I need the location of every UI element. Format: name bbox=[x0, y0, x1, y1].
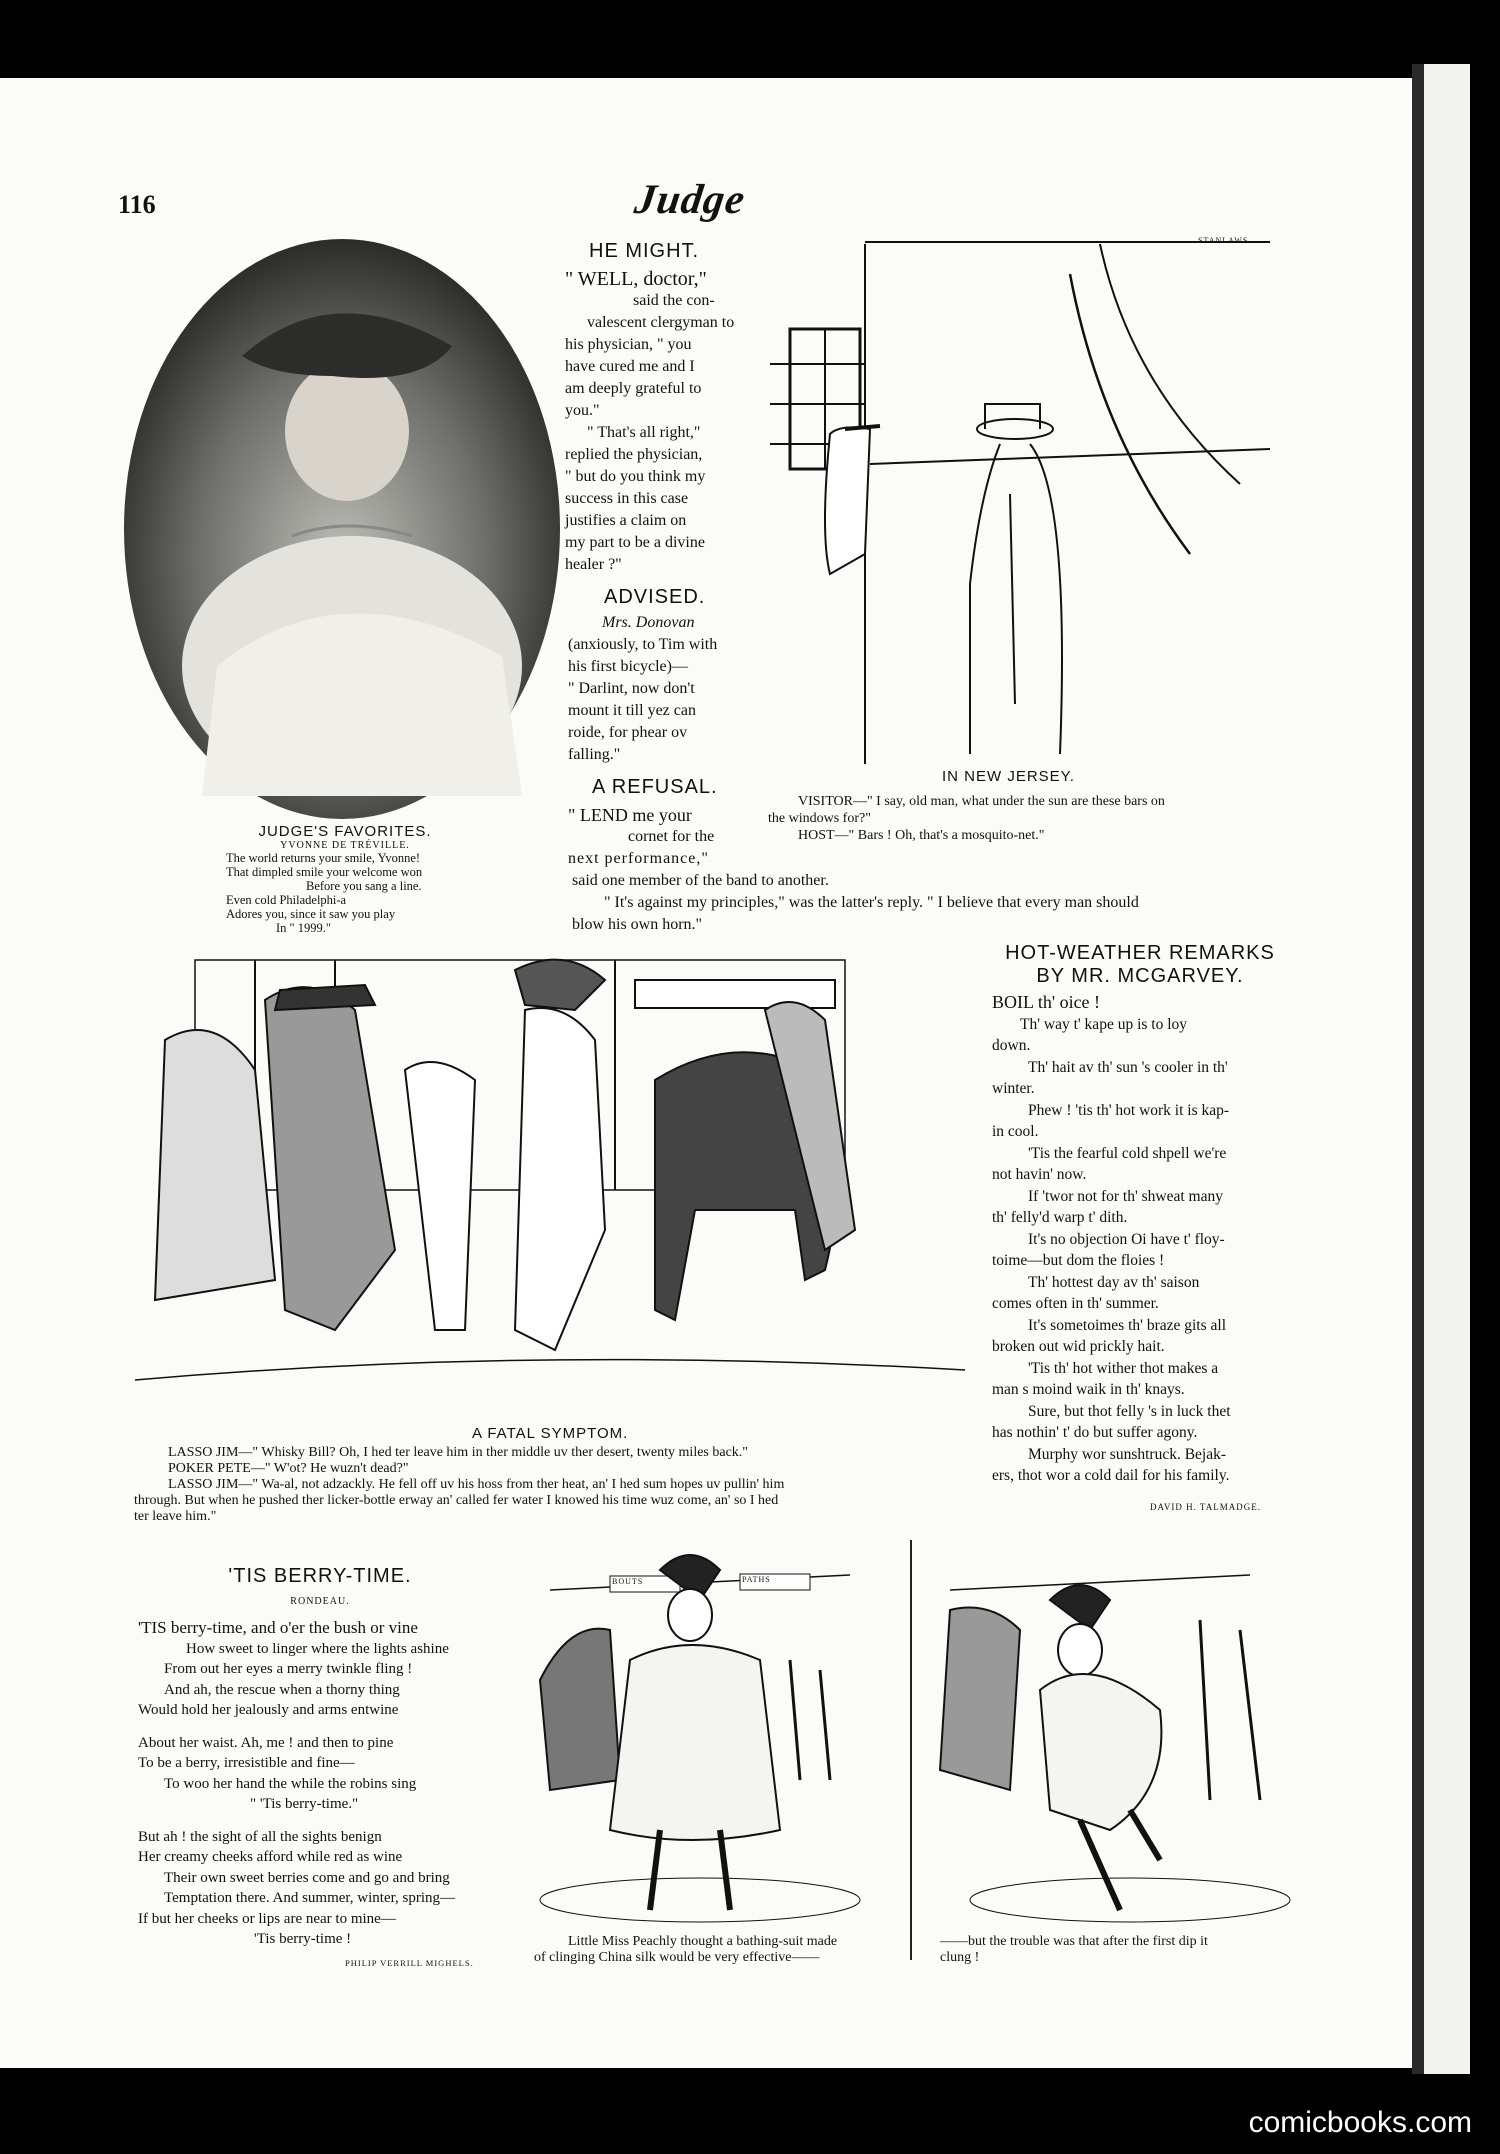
text-line: cornet for the bbox=[628, 828, 715, 845]
poem-line: To woo her hand the while the robins sing bbox=[164, 1775, 417, 1792]
title-line: HOT-WEATHER REMARKS bbox=[1005, 942, 1275, 964]
text-line: Th' hait av th' sun 's cooler in th' bbox=[1028, 1058, 1228, 1076]
site-watermark: comicbooks.com bbox=[1248, 2106, 1472, 2139]
text-line: " but do you think my bbox=[565, 468, 706, 485]
text-line: have cured me and I bbox=[565, 358, 695, 375]
berry-author: PHILIP VERRILL MIGHELS. bbox=[345, 1958, 474, 1968]
text-line: mount it till yez can bbox=[568, 702, 696, 719]
text-line: Mrs. Donovan bbox=[602, 614, 695, 631]
text-line: you." bbox=[565, 402, 600, 419]
text-line: " LEND me your bbox=[568, 805, 692, 825]
verse-line: The world returns your smile, Yvonne! bbox=[226, 851, 421, 865]
verse-line: Even cold Philadelphi-a bbox=[226, 893, 347, 907]
caption-line: HOST—" Bars ! Oh, that's a mosquito-net." bbox=[798, 828, 1045, 843]
text-line: Sure, but thot felly 's in luck thet bbox=[1028, 1402, 1231, 1420]
poem-line: And ah, the rescue when a thorny thing bbox=[164, 1681, 400, 1698]
text-line: falling." bbox=[568, 746, 621, 763]
peachly-caption-left bbox=[534, 1934, 914, 1966]
text-line: " WELL, doctor," bbox=[565, 268, 707, 290]
berry-poem bbox=[138, 1618, 518, 1950]
berry-form: RONDEAU. bbox=[290, 1596, 350, 1607]
text-line: ers, thot wor a cold dail for his family. bbox=[992, 1467, 1230, 1484]
fatal-symptom-illustration bbox=[135, 950, 985, 1420]
text-line: has nothin' t' do but suffer agony. bbox=[992, 1424, 1198, 1441]
peachly-caption-right bbox=[940, 1934, 1310, 1966]
caption-line: Little Miss Peachly thought a bathing-suit made bbox=[568, 1934, 838, 1949]
text-line: " That's all right," bbox=[587, 424, 701, 441]
poem-line: " 'Tis berry-time." bbox=[250, 1796, 359, 1812]
text-line: man s moind waik in th' knays. bbox=[992, 1381, 1185, 1398]
text-line: It's sometoimes th' braze gits all bbox=[1028, 1316, 1227, 1334]
text-line: Th' way t' kape up is to loy bbox=[1020, 1015, 1188, 1033]
text-line: success in this case bbox=[565, 490, 689, 507]
text-line: his physician, " you bbox=[565, 336, 692, 353]
poem-line: Temptation there. And summer, winter, spring— bbox=[164, 1890, 456, 1906]
advised-title: ADVISED. bbox=[604, 586, 706, 608]
illustrator-signature: STANLAWS. bbox=[1198, 236, 1252, 245]
poem-line: About her waist. Ah, me ! and then to pine bbox=[138, 1734, 394, 1751]
text-line: in cool. bbox=[992, 1123, 1039, 1140]
refusal-text bbox=[568, 804, 1288, 936]
text-line: my part to be a divine bbox=[565, 534, 705, 551]
masthead-logo: Judge bbox=[631, 177, 749, 223]
berry-title: 'TIS BERRY-TIME. bbox=[228, 1565, 412, 1587]
mcgarvey-text bbox=[992, 992, 1292, 1487]
mcgarvey-author: DAVID H. TALMADGE. bbox=[1150, 1502, 1261, 1512]
favorites-name: YVONNE DE TRÉVILLE. bbox=[280, 840, 410, 851]
text-line: winter. bbox=[992, 1080, 1035, 1097]
text-line: said one member of the band to another. bbox=[572, 872, 829, 889]
advised-text bbox=[568, 612, 750, 766]
fatal-symptom-title: A FATAL SYMPTOM. bbox=[472, 1425, 629, 1442]
poem-line: Their own sweet berries come and go and bring bbox=[164, 1869, 450, 1886]
poem-line: From out her eyes a merry twinkle fling ! bbox=[164, 1661, 413, 1677]
text-line: (anxiously, to Tim with bbox=[568, 636, 718, 653]
text-line: healer ?" bbox=[565, 556, 622, 573]
sign-text: PATHS bbox=[742, 1575, 771, 1584]
poem-line: Her creamy cheeks afford while red as wine bbox=[138, 1849, 403, 1865]
caption-line: of clinging China silk would be very effective—— bbox=[534, 1950, 820, 1965]
poem-line: How sweet to linger where the lights ashine bbox=[186, 1640, 449, 1657]
favorites-title: JUDGE'S FAVORITES. bbox=[258, 823, 432, 840]
text-line: replied the physician, bbox=[565, 446, 703, 463]
fatal-symptom-caption bbox=[134, 1445, 984, 1525]
mcgarvey-title bbox=[990, 942, 1290, 988]
text-line: " It's against my principles," was the latter's reply. " I believe that every man should bbox=[604, 894, 1139, 911]
text-line: am deeply grateful to bbox=[565, 380, 702, 397]
sign-text: BOUTS bbox=[612, 1577, 644, 1586]
portrait-photo bbox=[122, 236, 562, 822]
text-line: BOIL th' oice ! bbox=[992, 992, 1101, 1012]
panel-divider bbox=[910, 1540, 912, 1960]
caption-line: LASSO JIM—" Wa-al, not adzackly. He fell off uv his hoss from ther heat, an' I hed sum hopes uv pullin' him bbox=[168, 1477, 785, 1492]
text-line: down. bbox=[992, 1037, 1031, 1054]
text-line: blow his own horn." bbox=[572, 916, 703, 933]
text-line: next performance," bbox=[568, 850, 709, 867]
text-line: broken out wid prickly hait. bbox=[992, 1338, 1165, 1355]
refusal-title: A REFUSAL. bbox=[592, 776, 718, 798]
peachly-panel-left bbox=[530, 1530, 900, 1930]
text-line: It's no objection Oi have t' floy- bbox=[1028, 1230, 1225, 1248]
poem-line: Would hold her jealously and arms entwine bbox=[138, 1702, 399, 1718]
favorites-verse bbox=[226, 851, 490, 935]
text-line: Phew ! 'tis th' hot work it is kap- bbox=[1028, 1101, 1230, 1119]
poem-line: 'Tis berry-time ! bbox=[254, 1931, 352, 1947]
new-jersey-title: IN NEW JERSEY. bbox=[942, 768, 1075, 785]
verse-line: That dimpled smile your welcome won bbox=[226, 865, 423, 879]
poem-line: To be a berry, irresistible and fine— bbox=[138, 1755, 355, 1771]
text-line: not havin' now. bbox=[992, 1166, 1087, 1183]
text-line: 'Tis the fearful cold shpell we're bbox=[1028, 1144, 1227, 1162]
caption-line: POKER PETE—" W'ot? He wuzn't dead?" bbox=[168, 1461, 409, 1476]
text-line: " Darlint, now don't bbox=[568, 680, 695, 697]
he-might-text bbox=[565, 268, 745, 576]
text-line: valescent clergyman to bbox=[587, 314, 735, 331]
text-line: Th' hottest day av th' saison bbox=[1028, 1273, 1200, 1291]
caption-line: through. But when he pushed ther licker-bottle erway an' called fer water I knowed his time wuz come, an' so I hed bbox=[134, 1493, 779, 1508]
verse-line: Adores you, since it saw you play bbox=[226, 907, 396, 921]
caption-line: ter leave him." bbox=[134, 1509, 217, 1524]
text-line: his first bicycle)— bbox=[568, 658, 688, 675]
text-line: roide, for phear ov bbox=[568, 724, 688, 741]
verse-line: Before you sang a line. bbox=[306, 879, 422, 893]
text-line: said the con- bbox=[633, 292, 715, 309]
poem-line: If but her cheeks or lips are near to mine— bbox=[138, 1910, 396, 1927]
poem-line: But ah ! the sight of all the sights benign bbox=[138, 1828, 382, 1845]
page-number: 116 bbox=[118, 190, 156, 219]
caption-line: VISITOR—" I say, old man, what under the sun are these bars on bbox=[798, 794, 1165, 809]
text-line: th' felly'd warp t' dith. bbox=[992, 1209, 1128, 1226]
caption-line: clung ! bbox=[940, 1950, 980, 1965]
caption-line: LASSO JIM—" Whisky Bill? Oh, I hed ter leave him in ther middle uv ther desert, twenty miles back." bbox=[168, 1445, 749, 1460]
text-line: Murphy wor sunshtruck. Bejak- bbox=[1028, 1445, 1227, 1463]
next-page-edge bbox=[1424, 64, 1470, 2074]
new-jersey-illustration bbox=[770, 234, 1290, 764]
caption-line: ——but the trouble was that after the first dip it bbox=[940, 1934, 1208, 1949]
he-might-title: HE MIGHT. bbox=[589, 240, 700, 262]
text-line: comes often in th' summer. bbox=[992, 1295, 1159, 1312]
verse-line: In " 1999." bbox=[276, 921, 331, 935]
peachly-panel-right bbox=[930, 1530, 1300, 1930]
poem-line: 'TIS berry-time, and o'er the bush or vine bbox=[138, 1618, 418, 1637]
text-line: toime—but dom the floies ! bbox=[992, 1252, 1165, 1269]
text-line: justifies a claim on bbox=[565, 512, 687, 529]
title-line: BY MR. MCGARVEY. bbox=[1036, 965, 1244, 987]
text-line: If 'twor not for th' shweat many bbox=[1028, 1187, 1223, 1205]
caption-line: the windows for?" bbox=[768, 811, 871, 826]
text-line: 'Tis th' hot wither thot makes a bbox=[1028, 1359, 1219, 1377]
page-edge-shadow bbox=[1412, 64, 1424, 2074]
